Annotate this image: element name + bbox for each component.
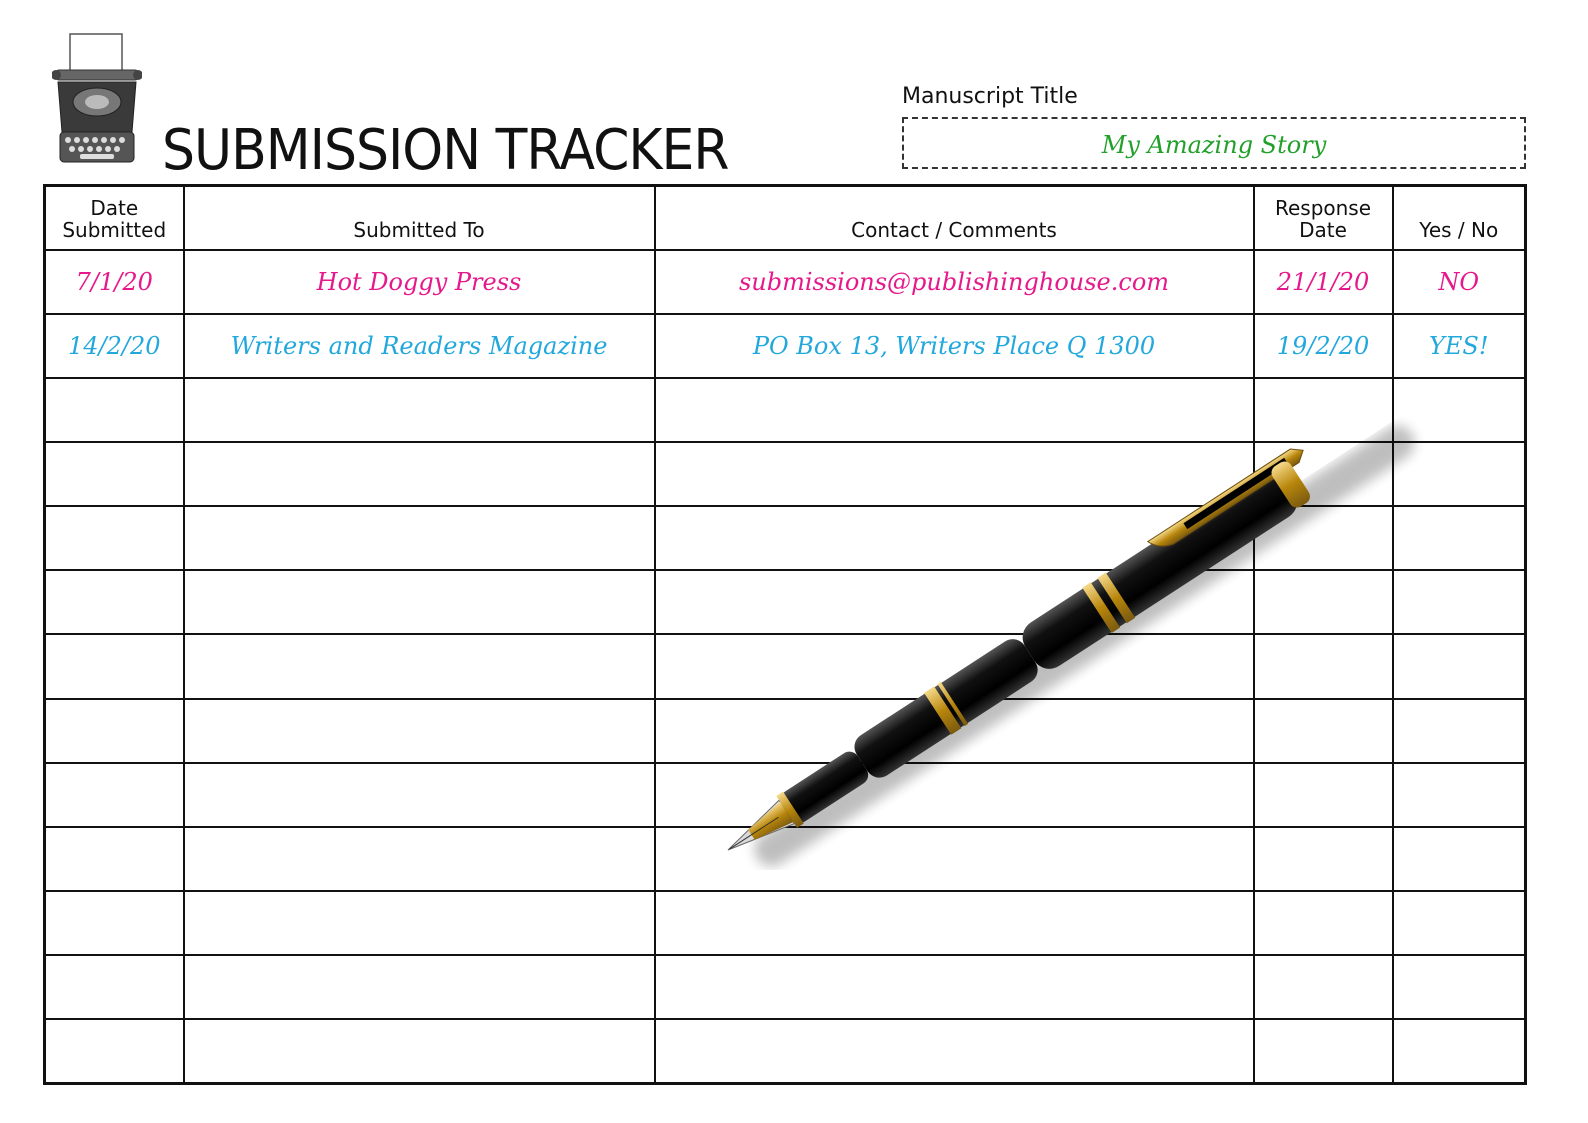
empty-cell[interactable]: [45, 827, 184, 891]
table-row: [45, 570, 1526, 634]
empty-cell[interactable]: [184, 763, 655, 827]
contact-value: PO Box 13, Writers Place Q 1300: [752, 331, 1156, 360]
empty-cell[interactable]: [655, 378, 1254, 442]
empty-cell[interactable]: [45, 506, 184, 570]
empty-cell[interactable]: [655, 827, 1254, 891]
date-submitted-cell[interactable]: [45, 314, 184, 378]
empty-cell[interactable]: [45, 699, 184, 763]
table-row: [45, 955, 1526, 1019]
empty-cell[interactable]: [1254, 378, 1393, 442]
empty-cell[interactable]: [45, 763, 184, 827]
empty-cell[interactable]: [45, 570, 184, 634]
table-row: [45, 442, 1526, 506]
empty-cell[interactable]: [184, 570, 655, 634]
empty-cell[interactable]: [1254, 699, 1393, 763]
date-submitted-cell[interactable]: [45, 250, 184, 314]
response-date-cell[interactable]: [1254, 314, 1393, 378]
empty-cell[interactable]: [1393, 699, 1526, 763]
table-row: [45, 378, 1526, 442]
empty-cell[interactable]: [655, 1019, 1254, 1083]
table-row: [45, 699, 1526, 763]
empty-cell[interactable]: [1254, 506, 1393, 570]
table-row: [45, 891, 1526, 955]
column-header-response-date: Response Date: [1254, 186, 1393, 250]
column-header-contact-comments: Contact / Comments: [655, 186, 1254, 250]
empty-cell[interactable]: [1393, 442, 1526, 506]
empty-cell[interactable]: [184, 827, 655, 891]
contact-value: submissions@publishinghouse.com: [738, 267, 1170, 296]
empty-cell[interactable]: [655, 442, 1254, 506]
table-row: [45, 763, 1526, 827]
empty-cell[interactable]: [1254, 634, 1393, 698]
empty-cell[interactable]: [45, 1019, 184, 1083]
response-date-cell[interactable]: [1254, 250, 1393, 314]
submitted-to-cell[interactable]: [184, 314, 655, 378]
yes-no-value: YES!: [1429, 331, 1489, 360]
empty-cell[interactable]: [1254, 570, 1393, 634]
table-row: [45, 1019, 1526, 1083]
empty-cell[interactable]: [1393, 634, 1526, 698]
empty-cell[interactable]: [184, 699, 655, 763]
empty-cell[interactable]: [45, 955, 184, 1019]
empty-cell[interactable]: [1393, 891, 1526, 955]
empty-cell[interactable]: [1254, 1019, 1393, 1083]
empty-cell[interactable]: [1254, 955, 1393, 1019]
empty-cell[interactable]: [184, 891, 655, 955]
empty-cell[interactable]: [1393, 763, 1526, 827]
manuscript-title-value: My Amazing Story: [1101, 131, 1327, 159]
empty-cell[interactable]: [655, 699, 1254, 763]
empty-cell[interactable]: [1254, 891, 1393, 955]
empty-cell[interactable]: [655, 891, 1254, 955]
empty-cell[interactable]: [184, 378, 655, 442]
column-header-yes-no: Yes / No: [1393, 186, 1526, 250]
yes-no-cell[interactable]: [1393, 314, 1526, 378]
yes-no-cell[interactable]: [1393, 250, 1526, 314]
empty-cell[interactable]: [655, 763, 1254, 827]
submitted-to-cell[interactable]: [184, 250, 655, 314]
table-header-row: [45, 186, 1526, 250]
empty-cell[interactable]: [1254, 763, 1393, 827]
empty-cell[interactable]: [1393, 955, 1526, 1019]
contact-cell[interactable]: [655, 250, 1254, 314]
table-row: [45, 506, 1526, 570]
empty-cell[interactable]: [184, 955, 655, 1019]
date-submitted-value: 7/1/20: [75, 267, 153, 296]
column-header-submitted-to: Submitted To: [184, 186, 655, 250]
empty-cell[interactable]: [1393, 506, 1526, 570]
submitted-to-value: Writers and Readers Magazine: [230, 331, 608, 360]
yes-no-value: NO: [1438, 267, 1480, 296]
empty-cell[interactable]: [184, 506, 655, 570]
table-row: [45, 250, 1526, 314]
empty-cell[interactable]: [1393, 827, 1526, 891]
manuscript-title-label: Manuscript Title: [902, 84, 1078, 109]
empty-cell[interactable]: [45, 634, 184, 698]
contact-cell[interactable]: [655, 314, 1254, 378]
empty-cell[interactable]: [655, 634, 1254, 698]
submitted-to-value: Hot Doggy Press: [316, 267, 522, 296]
empty-cell[interactable]: [45, 442, 184, 506]
empty-cell[interactable]: [1254, 442, 1393, 506]
submission-table: [43, 184, 1527, 1085]
table-row: [45, 827, 1526, 891]
empty-cell[interactable]: [45, 891, 184, 955]
empty-cell[interactable]: [184, 442, 655, 506]
response-date-value: 19/2/20: [1276, 331, 1370, 360]
empty-cell[interactable]: [655, 570, 1254, 634]
empty-cell[interactable]: [1393, 378, 1526, 442]
response-date-value: 21/1/20: [1276, 267, 1370, 296]
column-header-date-submitted: Date Submitted: [45, 186, 184, 250]
date-submitted-value: 14/2/20: [67, 331, 161, 360]
table-row: [45, 314, 1526, 378]
empty-cell[interactable]: [184, 1019, 655, 1083]
empty-cell[interactable]: [45, 378, 184, 442]
empty-cell[interactable]: [1393, 570, 1526, 634]
empty-cell[interactable]: [655, 506, 1254, 570]
page-title: SUBMISSION TRACKER: [162, 118, 729, 183]
empty-cell[interactable]: [655, 955, 1254, 1019]
empty-cell[interactable]: [1254, 827, 1393, 891]
empty-cell[interactable]: [184, 634, 655, 698]
manuscript-title-field[interactable]: [902, 117, 1526, 169]
typewriter-icon: [52, 32, 142, 167]
table-row: [45, 634, 1526, 698]
empty-cell[interactable]: [1393, 1019, 1526, 1083]
